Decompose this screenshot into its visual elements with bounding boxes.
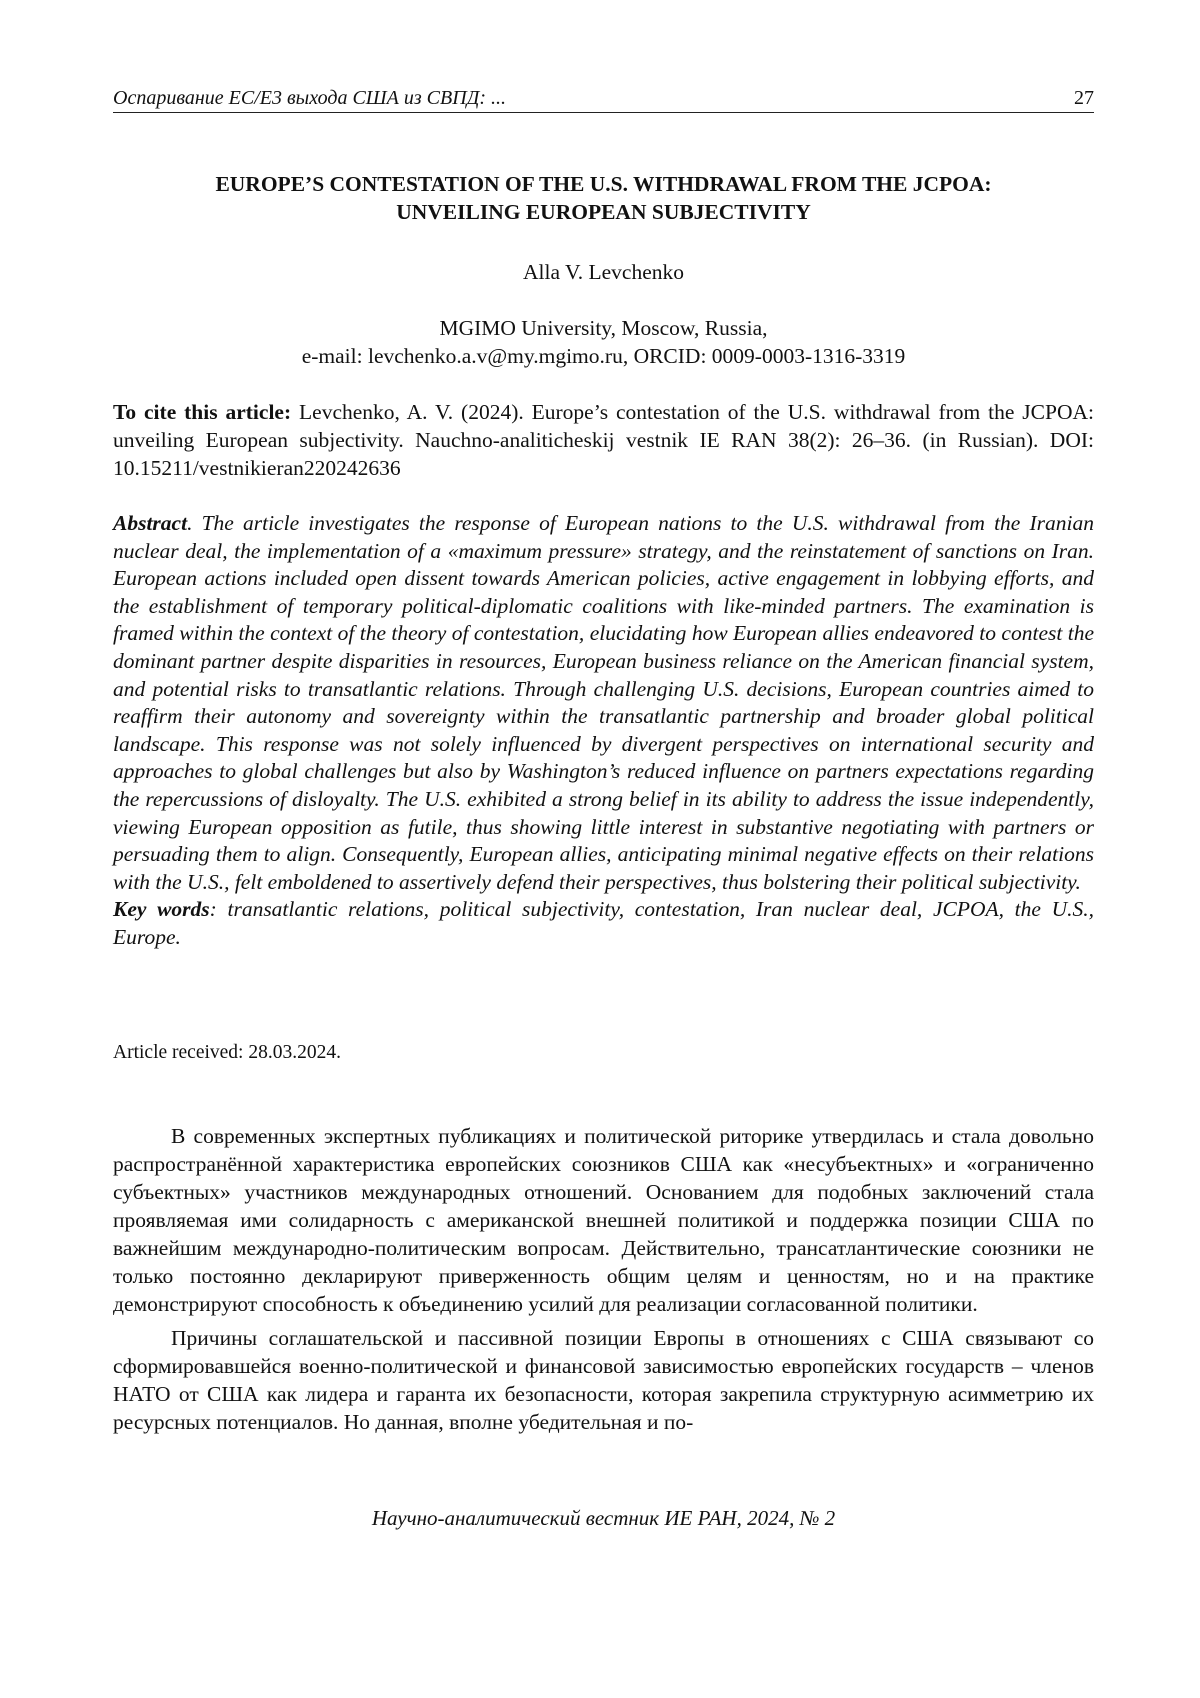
body-paragraph: В современных экспертных публикациях и политической риторике утвердилась и стала довольно распространённой характеристика европейских союзников США как «несубъектных» и «ограниченно субъектных» участников международных отношений. Основанием для подобных заключений стала проявляемая ими солидарность с американской внешней политикой и поддержка позиции США по важнейшим международно-политическим вопросам. Действительно, трансатлантические союзники не только постоянно декларируют приверженность общим целям и ценностям, но и на практике демонстрируют способность к объединению усилий для реализации согласованной политики. xyxy=(113,1124,1094,1316)
article-received-date: Article received: 28.03.2024. xyxy=(113,1042,341,1063)
journal-footer: Научно-аналитический вестник ИЕ РАН, 2024, № 2 xyxy=(371,1506,836,1530)
running-header xyxy=(113,86,1094,113)
running-title: Оспаривание ЕС/Е3 выхода США из СВПД: ... xyxy=(113,87,507,109)
citation-block xyxy=(113,398,1094,482)
author-name: Alla V. Levchenko xyxy=(522,260,685,284)
article-title-line-1: EUROPE’S CONTESTATION OF THE U.S. WITHDRAWAL FROM THE JCPOA: xyxy=(215,172,992,196)
abstract-label: Abstract xyxy=(113,511,188,535)
abstract-text: . The article investigates the response of European nations to the U.S. withdrawal from the Iranian nuclear deal, the implementation of a «maximum pressure» strategy, and the reinstatement of sanctions on Iran. European actions included open dissent towards American policies, active engagement in lobbying efforts, and the establishment of temporary political-diplomatic coalitions with like-minded partners. The examination is framed within the context of the theory of contestation, elucidating how European allies endeavored to contest the dominant partner despite disparities in resources, European business reliance on the American financial system, and potential risks to transatlantic relations. Through challenging U.S. decisions, European countries aimed to reaffirm their autonomy and sovereignty within the transatlantic partnership and broader global political landscape. This response was not solely influenced by divergent perspectives on international security and approaches to global challenges but also by Washington’s reduced influence on partners expectations regarding the repercussions of disloyalty. The U.S. exhibited a strong belief in its ability to address the issue independently, viewing European opposition as futile, thus showing little interest in substantive negotiating with partners or persuading them to align. Consequently, European allies, anticipating minimal negative effects on their relations with the U.S., felt emboldened to assertively defend their perspectives, thus bolstering their political subjectivity. xyxy=(113,511,1094,894)
body-paragraph: Причины соглашательской и пассивной позиции Европы в отношениях с США связывают со сформировавшейся военно-политической и финансовой зависимостью европейских государств – членов НАТО от США как лидера и гаранта их безопасности, которая закрепила структурную асимметрию их ресурсных потенциалов. Но данная, вполне убедительная и по- xyxy=(113,1326,1094,1434)
body-text xyxy=(113,1122,1094,1442)
article-title xyxy=(113,170,1094,226)
citation-text: Levchenko, A. V. (2024). Europe’s contestation of the U.S. withdrawal from the JCPOA: unveiling European subjectivity. Nauchno-analiticheskij vestnik IE RAN 38(2): 26–36. (in Russian). DOI: 10.15211/vestnikieran220242636 xyxy=(113,400,1094,480)
keywords-text: : transatlantic relations, political subjectivity, contestation, Iran nuclear deal, JCPOA, the U.S., Europe. xyxy=(113,897,1094,949)
citation-label: To cite this article: xyxy=(113,400,292,424)
affiliation-line-1: MGIMO University, Moscow, Russia, xyxy=(439,316,768,340)
author-affiliation xyxy=(113,314,1094,370)
affiliation-line-2: e-mail: levchenko.a.v@my.mgimo.ru, ORCID: 0009-0003-1316-3319 xyxy=(301,344,906,368)
abstract-paragraph xyxy=(113,510,1094,896)
article-title-line-2: UNVEILING EUROPEAN SUBJECTIVITY xyxy=(396,200,811,224)
keywords-label: Key words xyxy=(113,897,210,922)
abstract-block xyxy=(113,510,1094,952)
keywords-paragraph xyxy=(113,896,1094,951)
page-number: 27 xyxy=(1074,87,1094,109)
